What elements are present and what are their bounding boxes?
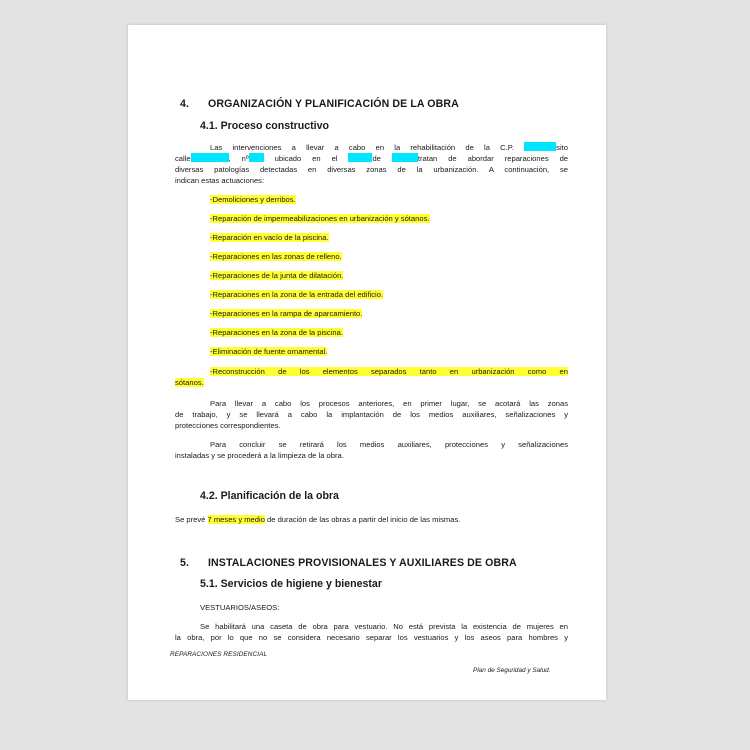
list-item-last-line-1: -Reconstrucción de los elementos separados tanto en urbanización como en: [210, 367, 568, 376]
list-item: -Reparaciones de la junta de dilatación.: [210, 271, 344, 280]
section-5-heading: [180, 557, 517, 569]
intro-line-3: diversas patologías detectadas en diversas zonas de la urbanización. A continuación, se: [175, 165, 568, 174]
redaction-city: [392, 153, 418, 162]
subsection-5-1-title: 5.1. Servicios de higiene y bienestar: [200, 578, 382, 590]
redaction-number: [249, 153, 264, 162]
redaction-cp: [524, 142, 556, 151]
subsection-4-2-title: 4.2. Planificación de la obra: [200, 490, 339, 502]
list-item: -Reparación en vacío de la piscina.: [210, 233, 329, 242]
section-4-heading: [180, 98, 459, 110]
para2-line-2: de trabajo, y se llevará a cabo la implantación de los medios auxiliares, señalizaciones y: [175, 410, 568, 419]
redaction-street: [191, 153, 229, 162]
list-item: -Eliminación de fuente ornamental.: [210, 347, 328, 356]
subsection-4-1-title: 4.1. Proceso constructivo: [200, 120, 329, 132]
para3-line-2: instaladas y se procederá a la limpieza de la obra.: [175, 451, 344, 460]
list-item: -Reparación de impermeabilizaciones en urbanización y sótanos.: [210, 214, 430, 223]
footer-left: REPARACIONES RESIDENCIAL: [170, 651, 268, 658]
list-item-last-line-2: sótanos.: [175, 378, 204, 387]
footer-right: Plan de Seguridad y Salud.: [473, 667, 551, 674]
list-item: -Reparaciones en la zona de la piscina.: [210, 328, 343, 337]
planning-paragraph: Se prevé 7 meses y medio de duración de las obras a partir del inicio de las mismas.: [175, 515, 461, 524]
intro-line-4: indican estas actuaciones:: [175, 176, 265, 185]
vestuarios-line-1: Se habilitará una caseta de obra para vestuario. No está prevista la existencia de mujeres en: [200, 622, 568, 631]
document-page: [128, 25, 606, 700]
section-5-number: 5.: [180, 557, 190, 569]
redaction-district: [348, 153, 372, 162]
para2-line-3: protecciones correspondientes.: [175, 421, 281, 430]
duration-highlight: 7 meses y medio: [207, 515, 265, 524]
para2-line-1: Para llevar a cabo los procesos anteriores, en primer lugar, se acotará las zonas: [210, 399, 568, 408]
section-4-number: 4.: [180, 98, 190, 110]
intro-line-2: calle , nº ubicado en el de tratan de abordar reparaciones de: [175, 154, 569, 163]
intro-line-1: Las intervenciones a llevar a cabo en la rehabilitación de la C.P. sito: [210, 143, 568, 152]
para3-line-1: Para concluir se retirará los medios auxiliares, protecciones y señalizaciones: [210, 440, 568, 449]
list-item: -Demoliciones y derribos.: [210, 195, 296, 204]
list-item: -Reparaciones en la zona de la entrada del edificio.: [210, 290, 384, 299]
vestuarios-line-2: la obra, por lo que no se considera necesario separar los vestuarios y los aseos para hombres y: [175, 633, 568, 642]
section-5-title: INSTALACIONES PROVISIONALES Y AUXILIARES DE OBRA: [208, 557, 517, 569]
list-item: -Reparaciones en las zonas de relleno.: [210, 252, 342, 261]
list-item: -Reparaciones en la rampa de aparcamiento.: [210, 309, 363, 318]
section-4-title: ORGANIZACIÓN Y PLANIFICACIÓN DE LA OBRA: [208, 98, 459, 110]
vestuarios-label: VESTUARIOS/ASEOS:: [200, 603, 280, 612]
